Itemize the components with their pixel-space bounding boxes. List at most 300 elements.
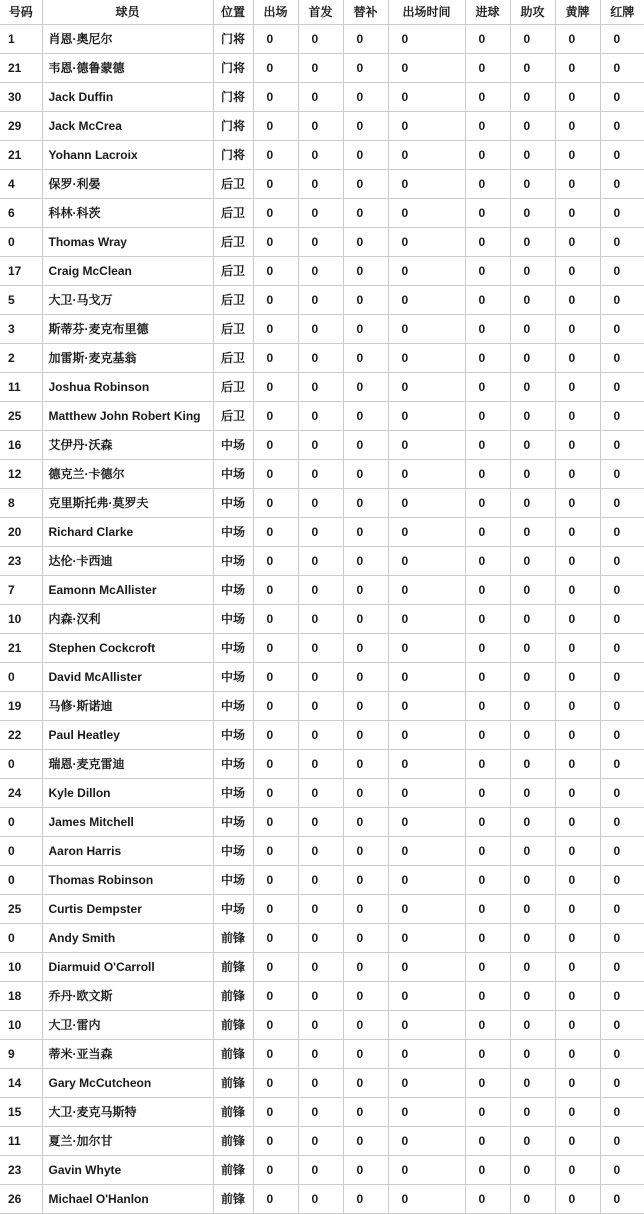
stat-cell-substitute: 0: [343, 53, 388, 82]
stat-cell-minutes: 0: [388, 1097, 465, 1126]
stat-cell-red_cards: 0: [600, 952, 644, 981]
player-name-cell: Craig McClean: [42, 256, 213, 285]
stat-cell-yellow_cards: 0: [555, 488, 600, 517]
player-name-cell: Curtis Dempster: [42, 894, 213, 923]
stat-cell-red_cards: 0: [600, 749, 644, 778]
stat-cell-goals: 0: [465, 111, 510, 140]
stat-cell-substitute: 0: [343, 1126, 388, 1155]
stat-cell-starts: 0: [298, 981, 343, 1010]
stat-cell-appearances: 0: [253, 343, 298, 372]
stat-cell-appearances: 0: [253, 1155, 298, 1184]
stat-cell-yellow_cards: 0: [555, 662, 600, 691]
stat-cell-appearances: 0: [253, 778, 298, 807]
table-row: [0, 633, 644, 662]
player-number-cell: 10: [0, 604, 42, 633]
stat-cell-yellow_cards: 0: [555, 459, 600, 488]
stat-cell-starts: 0: [298, 227, 343, 256]
player-name-cell: Gavin Whyte: [42, 1155, 213, 1184]
stat-cell-goals: 0: [465, 401, 510, 430]
player-position-cell: 中场: [213, 778, 253, 807]
stat-cell-starts: 0: [298, 720, 343, 749]
stat-cell-substitute: 0: [343, 778, 388, 807]
player-name-cell: Jack Duffin: [42, 82, 213, 111]
stat-cell-goals: 0: [465, 720, 510, 749]
stat-cell-substitute: 0: [343, 662, 388, 691]
stat-cell-appearances: 0: [253, 82, 298, 111]
stat-cell-substitute: 0: [343, 749, 388, 778]
stat-cell-yellow_cards: 0: [555, 1126, 600, 1155]
stat-cell-minutes: 0: [388, 140, 465, 169]
player-number-cell: 25: [0, 894, 42, 923]
stat-cell-minutes: 0: [388, 256, 465, 285]
stat-cell-substitute: 0: [343, 372, 388, 401]
stat-cell-red_cards: 0: [600, 140, 644, 169]
stat-cell-minutes: 0: [388, 53, 465, 82]
stat-cell-starts: 0: [298, 691, 343, 720]
player-position-cell: 前锋: [213, 923, 253, 952]
player-name-cell: Richard Clarke: [42, 517, 213, 546]
stat-cell-minutes: 0: [388, 952, 465, 981]
player-number-cell: 23: [0, 1155, 42, 1184]
stat-cell-assists: 0: [510, 343, 555, 372]
player-number-cell: 2: [0, 343, 42, 372]
player-name-cell: 达伦·卡西迪: [42, 546, 213, 575]
stat-cell-substitute: 0: [343, 140, 388, 169]
stat-cell-appearances: 0: [253, 169, 298, 198]
player-number-cell: 11: [0, 1126, 42, 1155]
stat-cell-starts: 0: [298, 1184, 343, 1213]
player-position-cell: 门将: [213, 111, 253, 140]
stat-cell-appearances: 0: [253, 227, 298, 256]
player-name-cell: Eamonn McAllister: [42, 575, 213, 604]
stat-cell-minutes: 0: [388, 546, 465, 575]
stat-cell-assists: 0: [510, 401, 555, 430]
stat-cell-appearances: 0: [253, 111, 298, 140]
stat-cell-red_cards: 0: [600, 720, 644, 749]
stat-cell-minutes: 0: [388, 169, 465, 198]
player-name-cell: 蒂米·亚当森: [42, 1039, 213, 1068]
stat-cell-minutes: 0: [388, 865, 465, 894]
stat-cell-assists: 0: [510, 662, 555, 691]
stat-cell-minutes: 0: [388, 111, 465, 140]
stat-cell-red_cards: 0: [600, 836, 644, 865]
stat-cell-goals: 0: [465, 778, 510, 807]
stat-cell-starts: 0: [298, 1126, 343, 1155]
stat-cell-appearances: 0: [253, 662, 298, 691]
stat-cell-assists: 0: [510, 836, 555, 865]
player-position-cell: 前锋: [213, 1068, 253, 1097]
stat-cell-red_cards: 0: [600, 314, 644, 343]
stat-cell-starts: 0: [298, 82, 343, 111]
stat-cell-goals: 0: [465, 82, 510, 111]
stat-cell-minutes: 0: [388, 343, 465, 372]
stat-cell-minutes: 0: [388, 894, 465, 923]
stat-cell-minutes: 0: [388, 749, 465, 778]
column-header-substitute: 替补: [343, 0, 388, 24]
player-position-cell: 前锋: [213, 1184, 253, 1213]
stat-cell-goals: 0: [465, 807, 510, 836]
stat-cell-appearances: 0: [253, 488, 298, 517]
stat-cell-yellow_cards: 0: [555, 894, 600, 923]
column-header-starts: 首发: [298, 0, 343, 24]
stat-cell-minutes: 0: [388, 459, 465, 488]
column-header-assists: 助攻: [510, 0, 555, 24]
stat-cell-red_cards: 0: [600, 575, 644, 604]
stat-cell-yellow_cards: 0: [555, 1184, 600, 1213]
stat-cell-yellow_cards: 0: [555, 836, 600, 865]
player-position-cell: 前锋: [213, 981, 253, 1010]
table-row: [0, 1097, 644, 1126]
stat-cell-appearances: 0: [253, 1010, 298, 1039]
stat-cell-substitute: 0: [343, 488, 388, 517]
player-name-cell: Thomas Robinson: [42, 865, 213, 894]
player-position-cell: 后卫: [213, 343, 253, 372]
stat-cell-starts: 0: [298, 923, 343, 952]
stat-cell-minutes: 0: [388, 720, 465, 749]
stat-cell-starts: 0: [298, 749, 343, 778]
stat-cell-yellow_cards: 0: [555, 720, 600, 749]
stat-cell-red_cards: 0: [600, 691, 644, 720]
player-position-cell: 后卫: [213, 198, 253, 227]
stat-cell-yellow_cards: 0: [555, 256, 600, 285]
stat-cell-yellow_cards: 0: [555, 778, 600, 807]
stat-cell-starts: 0: [298, 662, 343, 691]
player-name-cell: Matthew John Robert King: [42, 401, 213, 430]
stat-cell-yellow_cards: 0: [555, 198, 600, 227]
stat-cell-red_cards: 0: [600, 1184, 644, 1213]
player-name-cell: Diarmuid O'Carroll: [42, 952, 213, 981]
player-position-cell: 门将: [213, 24, 253, 53]
stat-cell-yellow_cards: 0: [555, 546, 600, 575]
stat-cell-yellow_cards: 0: [555, 981, 600, 1010]
stat-cell-goals: 0: [465, 169, 510, 198]
stat-cell-substitute: 0: [343, 981, 388, 1010]
stat-cell-appearances: 0: [253, 1184, 298, 1213]
stat-cell-red_cards: 0: [600, 662, 644, 691]
stat-cell-minutes: 0: [388, 24, 465, 53]
header-row: [0, 0, 644, 24]
stat-cell-appearances: 0: [253, 1097, 298, 1126]
stat-cell-starts: 0: [298, 285, 343, 314]
player-number-cell: 20: [0, 517, 42, 546]
table-row: [0, 1155, 644, 1184]
table-row: [0, 82, 644, 111]
stat-cell-assists: 0: [510, 1126, 555, 1155]
stat-cell-minutes: 0: [388, 575, 465, 604]
player-number-cell: 22: [0, 720, 42, 749]
stat-cell-red_cards: 0: [600, 198, 644, 227]
stat-cell-goals: 0: [465, 24, 510, 53]
stat-cell-assists: 0: [510, 488, 555, 517]
stat-cell-assists: 0: [510, 894, 555, 923]
stat-cell-goals: 0: [465, 662, 510, 691]
stat-cell-goals: 0: [465, 53, 510, 82]
stat-cell-yellow_cards: 0: [555, 952, 600, 981]
player-position-cell: 中场: [213, 604, 253, 633]
column-header-yellow_cards: 黄牌: [555, 0, 600, 24]
player-name-cell: 内森·汉利: [42, 604, 213, 633]
player-number-cell: 0: [0, 836, 42, 865]
player-number-cell: 25: [0, 401, 42, 430]
stat-cell-substitute: 0: [343, 865, 388, 894]
player-number-cell: 17: [0, 256, 42, 285]
stat-cell-goals: 0: [465, 865, 510, 894]
player-position-cell: 前锋: [213, 1126, 253, 1155]
stat-cell-assists: 0: [510, 140, 555, 169]
stat-cell-appearances: 0: [253, 24, 298, 53]
stat-cell-yellow_cards: 0: [555, 1155, 600, 1184]
stat-cell-minutes: 0: [388, 1068, 465, 1097]
player-name-cell: Jack McCrea: [42, 111, 213, 140]
player-position-cell: 中场: [213, 691, 253, 720]
player-position-cell: 中场: [213, 865, 253, 894]
player-name-cell: Aaron Harris: [42, 836, 213, 865]
player-position-cell: 中场: [213, 459, 253, 488]
player-name-cell: 马修·斯诺迪: [42, 691, 213, 720]
table-row: [0, 691, 644, 720]
player-number-cell: 11: [0, 372, 42, 401]
stat-cell-red_cards: 0: [600, 1126, 644, 1155]
stat-cell-starts: 0: [298, 1010, 343, 1039]
stat-cell-substitute: 0: [343, 169, 388, 198]
stat-cell-goals: 0: [465, 343, 510, 372]
stat-cell-appearances: 0: [253, 314, 298, 343]
column-header-minutes: 出场时间: [388, 0, 465, 24]
stat-cell-yellow_cards: 0: [555, 401, 600, 430]
table-row: [0, 604, 644, 633]
stat-cell-substitute: 0: [343, 24, 388, 53]
stat-cell-minutes: 0: [388, 82, 465, 111]
player-number-cell: 9: [0, 1039, 42, 1068]
stat-cell-starts: 0: [298, 314, 343, 343]
player-name-cell: 肖恩·奥尼尔: [42, 24, 213, 53]
stat-cell-starts: 0: [298, 778, 343, 807]
table-row: [0, 459, 644, 488]
player-number-cell: 21: [0, 633, 42, 662]
stat-cell-goals: 0: [465, 981, 510, 1010]
stat-cell-red_cards: 0: [600, 1155, 644, 1184]
stat-cell-starts: 0: [298, 1039, 343, 1068]
player-position-cell: 中场: [213, 633, 253, 662]
stat-cell-minutes: 0: [388, 923, 465, 952]
table-row: [0, 662, 644, 691]
table-row: [0, 314, 644, 343]
stat-cell-starts: 0: [298, 169, 343, 198]
stat-cell-goals: 0: [465, 894, 510, 923]
stat-cell-red_cards: 0: [600, 604, 644, 633]
stat-cell-substitute: 0: [343, 1155, 388, 1184]
table-row: [0, 488, 644, 517]
stat-cell-minutes: 0: [388, 1010, 465, 1039]
stat-cell-minutes: 0: [388, 778, 465, 807]
stat-cell-red_cards: 0: [600, 82, 644, 111]
stat-cell-goals: 0: [465, 1039, 510, 1068]
stat-cell-minutes: 0: [388, 633, 465, 662]
table-row: [0, 923, 644, 952]
player-name-cell: 夏兰·加尔甘: [42, 1126, 213, 1155]
stat-cell-yellow_cards: 0: [555, 227, 600, 256]
stat-cell-goals: 0: [465, 691, 510, 720]
stat-cell-minutes: 0: [388, 372, 465, 401]
player-number-cell: 26: [0, 1184, 42, 1213]
table-row: [0, 198, 644, 227]
stat-cell-red_cards: 0: [600, 111, 644, 140]
stat-cell-goals: 0: [465, 198, 510, 227]
table-row: [0, 807, 644, 836]
stat-cell-starts: 0: [298, 952, 343, 981]
stat-cell-goals: 0: [465, 227, 510, 256]
player-number-cell: 24: [0, 778, 42, 807]
stat-cell-goals: 0: [465, 314, 510, 343]
stat-cell-minutes: 0: [388, 227, 465, 256]
column-header-red_cards: 红牌: [600, 0, 644, 24]
stat-cell-substitute: 0: [343, 1097, 388, 1126]
stat-cell-minutes: 0: [388, 691, 465, 720]
table-row: [0, 24, 644, 53]
stat-cell-red_cards: 0: [600, 517, 644, 546]
stat-cell-assists: 0: [510, 82, 555, 111]
player-position-cell: 中场: [213, 517, 253, 546]
stat-cell-yellow_cards: 0: [555, 575, 600, 604]
player-position-cell: 前锋: [213, 952, 253, 981]
player-name-cell: 大卫·麦克马斯特: [42, 1097, 213, 1126]
stat-cell-substitute: 0: [343, 1184, 388, 1213]
stat-cell-yellow_cards: 0: [555, 807, 600, 836]
stat-cell-minutes: 0: [388, 314, 465, 343]
player-number-cell: 0: [0, 227, 42, 256]
stat-cell-starts: 0: [298, 836, 343, 865]
stat-cell-goals: 0: [465, 952, 510, 981]
player-position-cell: 中场: [213, 662, 253, 691]
stat-cell-starts: 0: [298, 111, 343, 140]
stat-cell-starts: 0: [298, 459, 343, 488]
player-name-cell: Michael O'Hanlon: [42, 1184, 213, 1213]
stat-cell-assists: 0: [510, 1155, 555, 1184]
player-position-cell: 中场: [213, 430, 253, 459]
stat-cell-assists: 0: [510, 1068, 555, 1097]
stat-cell-goals: 0: [465, 1097, 510, 1126]
stat-cell-red_cards: 0: [600, 401, 644, 430]
stat-cell-assists: 0: [510, 546, 555, 575]
stat-cell-goals: 0: [465, 430, 510, 459]
player-number-cell: 15: [0, 1097, 42, 1126]
stat-cell-goals: 0: [465, 140, 510, 169]
stat-cell-yellow_cards: 0: [555, 1097, 600, 1126]
stat-cell-goals: 0: [465, 1184, 510, 1213]
stat-cell-appearances: 0: [253, 604, 298, 633]
stat-cell-substitute: 0: [343, 807, 388, 836]
stat-cell-yellow_cards: 0: [555, 1068, 600, 1097]
player-number-cell: 1: [0, 24, 42, 53]
stat-cell-goals: 0: [465, 517, 510, 546]
stat-cell-appearances: 0: [253, 1039, 298, 1068]
player-name-cell: 斯蒂芬·麦克布里德: [42, 314, 213, 343]
stat-cell-appearances: 0: [253, 720, 298, 749]
stat-cell-red_cards: 0: [600, 1097, 644, 1126]
player-position-cell: 前锋: [213, 1010, 253, 1039]
stat-cell-goals: 0: [465, 1126, 510, 1155]
table-row: [0, 111, 644, 140]
stat-cell-substitute: 0: [343, 923, 388, 952]
stat-cell-yellow_cards: 0: [555, 314, 600, 343]
stat-cell-appearances: 0: [253, 952, 298, 981]
player-position-cell: 中场: [213, 836, 253, 865]
player-number-cell: 21: [0, 53, 42, 82]
stat-cell-minutes: 0: [388, 604, 465, 633]
stat-cell-yellow_cards: 0: [555, 343, 600, 372]
stat-cell-starts: 0: [298, 198, 343, 227]
table-row: [0, 517, 644, 546]
stat-cell-assists: 0: [510, 1039, 555, 1068]
player-number-cell: 12: [0, 459, 42, 488]
stat-cell-assists: 0: [510, 169, 555, 198]
player-position-cell: 中场: [213, 807, 253, 836]
stat-cell-minutes: 0: [388, 517, 465, 546]
stat-cell-starts: 0: [298, 546, 343, 575]
stat-cell-goals: 0: [465, 459, 510, 488]
stat-cell-yellow_cards: 0: [555, 1010, 600, 1039]
player-position-cell: 中场: [213, 488, 253, 517]
stat-cell-starts: 0: [298, 53, 343, 82]
player-name-cell: Andy Smith: [42, 923, 213, 952]
stat-cell-goals: 0: [465, 604, 510, 633]
stat-cell-minutes: 0: [388, 1184, 465, 1213]
stat-cell-red_cards: 0: [600, 459, 644, 488]
stat-cell-starts: 0: [298, 488, 343, 517]
stat-cell-starts: 0: [298, 517, 343, 546]
stat-cell-minutes: 0: [388, 430, 465, 459]
stat-cell-substitute: 0: [343, 111, 388, 140]
stat-cell-assists: 0: [510, 111, 555, 140]
stat-cell-appearances: 0: [253, 894, 298, 923]
stat-cell-substitute: 0: [343, 430, 388, 459]
stat-cell-starts: 0: [298, 430, 343, 459]
stat-cell-assists: 0: [510, 981, 555, 1010]
stat-cell-starts: 0: [298, 372, 343, 401]
stat-cell-red_cards: 0: [600, 430, 644, 459]
stat-cell-assists: 0: [510, 633, 555, 662]
table-row: [0, 981, 644, 1010]
stat-cell-substitute: 0: [343, 1068, 388, 1097]
stat-cell-goals: 0: [465, 1155, 510, 1184]
player-name-cell: 瑞恩·麦克雷迪: [42, 749, 213, 778]
player-number-cell: 0: [0, 749, 42, 778]
stat-cell-appearances: 0: [253, 198, 298, 227]
stat-cell-assists: 0: [510, 24, 555, 53]
stat-cell-starts: 0: [298, 807, 343, 836]
stat-cell-assists: 0: [510, 198, 555, 227]
column-header-number: 号码: [0, 0, 42, 24]
stat-cell-yellow_cards: 0: [555, 430, 600, 459]
table-row: [0, 285, 644, 314]
stat-cell-red_cards: 0: [600, 285, 644, 314]
stat-cell-appearances: 0: [253, 285, 298, 314]
stat-cell-appearances: 0: [253, 546, 298, 575]
stat-cell-red_cards: 0: [600, 1010, 644, 1039]
stat-cell-starts: 0: [298, 865, 343, 894]
player-name-cell: Gary McCutcheon: [42, 1068, 213, 1097]
stat-cell-substitute: 0: [343, 227, 388, 256]
stat-cell-assists: 0: [510, 517, 555, 546]
player-position-cell: 后卫: [213, 314, 253, 343]
table-header: [0, 0, 644, 24]
player-number-cell: 18: [0, 981, 42, 1010]
stat-cell-substitute: 0: [343, 894, 388, 923]
stat-cell-substitute: 0: [343, 604, 388, 633]
stat-cell-assists: 0: [510, 923, 555, 952]
stat-cell-starts: 0: [298, 633, 343, 662]
stat-cell-starts: 0: [298, 256, 343, 285]
